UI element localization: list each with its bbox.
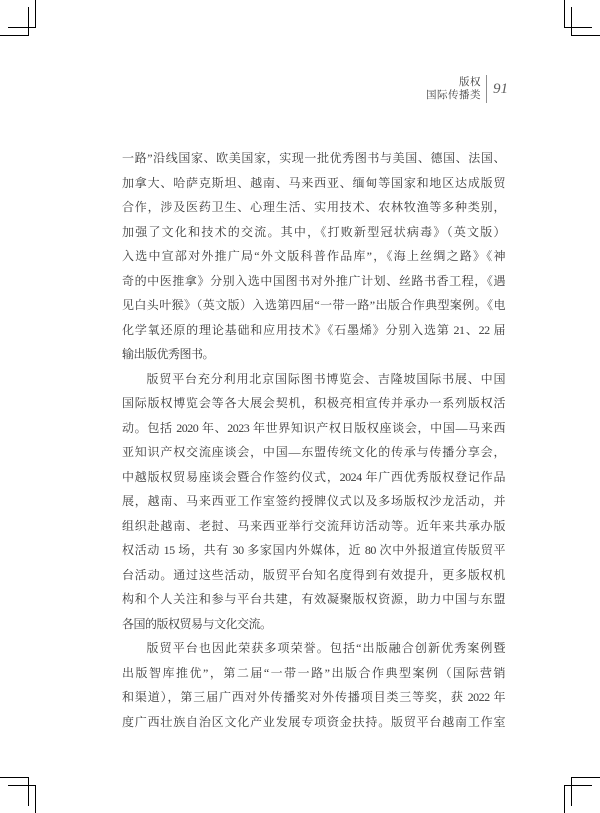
text-line: 合作，涉及医药卫生、心理生活、实用技术、农林牧渔等多种类别， bbox=[122, 200, 505, 214]
text-line: 权活动 15 场，共有 30 多家国内外媒体，近 80 次中外报道宣传版贸平 bbox=[122, 543, 505, 557]
chapter-category-line2: 国际传播类 bbox=[426, 90, 481, 101]
text-line: 入选中宣部对外推广局“外文版科普作品库”，《海上丝绸之路》《神 bbox=[122, 249, 505, 263]
crop-mark bbox=[0, 777, 29, 806]
running-head bbox=[426, 75, 508, 103]
crop-mark bbox=[0, 7, 29, 36]
text-line: 中越版权贸易座谈会暨合作签约仪式，2024 年广西优秀版权登记作品 bbox=[122, 469, 505, 484]
paragraph bbox=[122, 367, 505, 637]
text-line: 度广西壮族自治区文化产业发展专项资金扶持。版贸平台越南工作室 bbox=[122, 714, 505, 729]
text-line: 版贸平台也因此荣获多项荣誉。包括“出版融合创新优秀案例暨 bbox=[146, 641, 505, 655]
text-line: 各国的版权贸易与文化交流。 bbox=[122, 616, 272, 631]
chapter-category bbox=[426, 76, 481, 103]
text-line: 奇的中医推拿》分别入选中国图书对外推广计划、丝路书香工程，《遇 bbox=[122, 273, 505, 288]
text-line: 加拿大、哈萨克斯坦、越南、马来西亚、缅甸等国家和地区达成版贸 bbox=[122, 175, 505, 190]
text-line: 国际版权博览会等各大展会契机，积极亮相宣传并承办一系列版权活 bbox=[122, 396, 505, 410]
text-line: 出版智库推优”，第二届“一带一路”出版合作典型案例（国际营销 bbox=[122, 665, 505, 680]
text-line: 和渠道），第三届广西对外传播奖对外传播项目类三等奖，获 2022 年 bbox=[122, 690, 505, 704]
crop-mark bbox=[571, 7, 600, 36]
chapter-category-line1: 版权 bbox=[459, 76, 481, 88]
body-text-column bbox=[122, 146, 505, 734]
text-line: 组织赴越南、老挝、马来西亚举行交流拜访活动等。近年来共承办版 bbox=[122, 518, 505, 533]
text-line: 构和个人关注和参与平台共建，有效凝聚版权资源，助力中国与东盟 bbox=[122, 592, 505, 606]
text-line: 化学氧还原的理论基础和应用技术》《石墨烯》分别入选第 21、22 届 bbox=[122, 322, 505, 337]
text-line: 加强了文化和技术的交流。其中，《打败新型冠状病毒》（英文版） bbox=[122, 224, 505, 239]
text-line: 版贸平台充分利用北京国际图书博览会、吉隆坡国际书展、中国 bbox=[146, 371, 505, 386]
text-line: 一路”沿线国家、欧美国家，实现一批优秀图书与美国、德国、法国、 bbox=[122, 151, 505, 165]
page-number: 91 bbox=[493, 81, 508, 97]
text-line: 动。包括 2020 年、2023 年世界知识产权日版权座谈会，中国—马来西 bbox=[122, 420, 505, 435]
paragraph bbox=[122, 146, 505, 367]
paragraph bbox=[122, 636, 505, 734]
crop-mark bbox=[571, 777, 600, 806]
text-line: 展，越南、马来西亚工作室签约授牌仪式以及多场版权沙龙活动，并 bbox=[122, 494, 505, 508]
text-line: 输出版优秀图书。 bbox=[122, 347, 215, 361]
text-line: 见白头叶猴》（英文版）入选第四届“一带一路”出版合作典型案例。《电 bbox=[122, 298, 505, 312]
text-line: 亚知识产权交流座谈会，中国—东盟传统文化的传承与传播分享会， bbox=[122, 445, 505, 459]
header-divider bbox=[486, 75, 487, 103]
text-line: 台活动。通过这些活动，版贸平台知名度得到有效提升，更多版权机 bbox=[122, 567, 505, 582]
